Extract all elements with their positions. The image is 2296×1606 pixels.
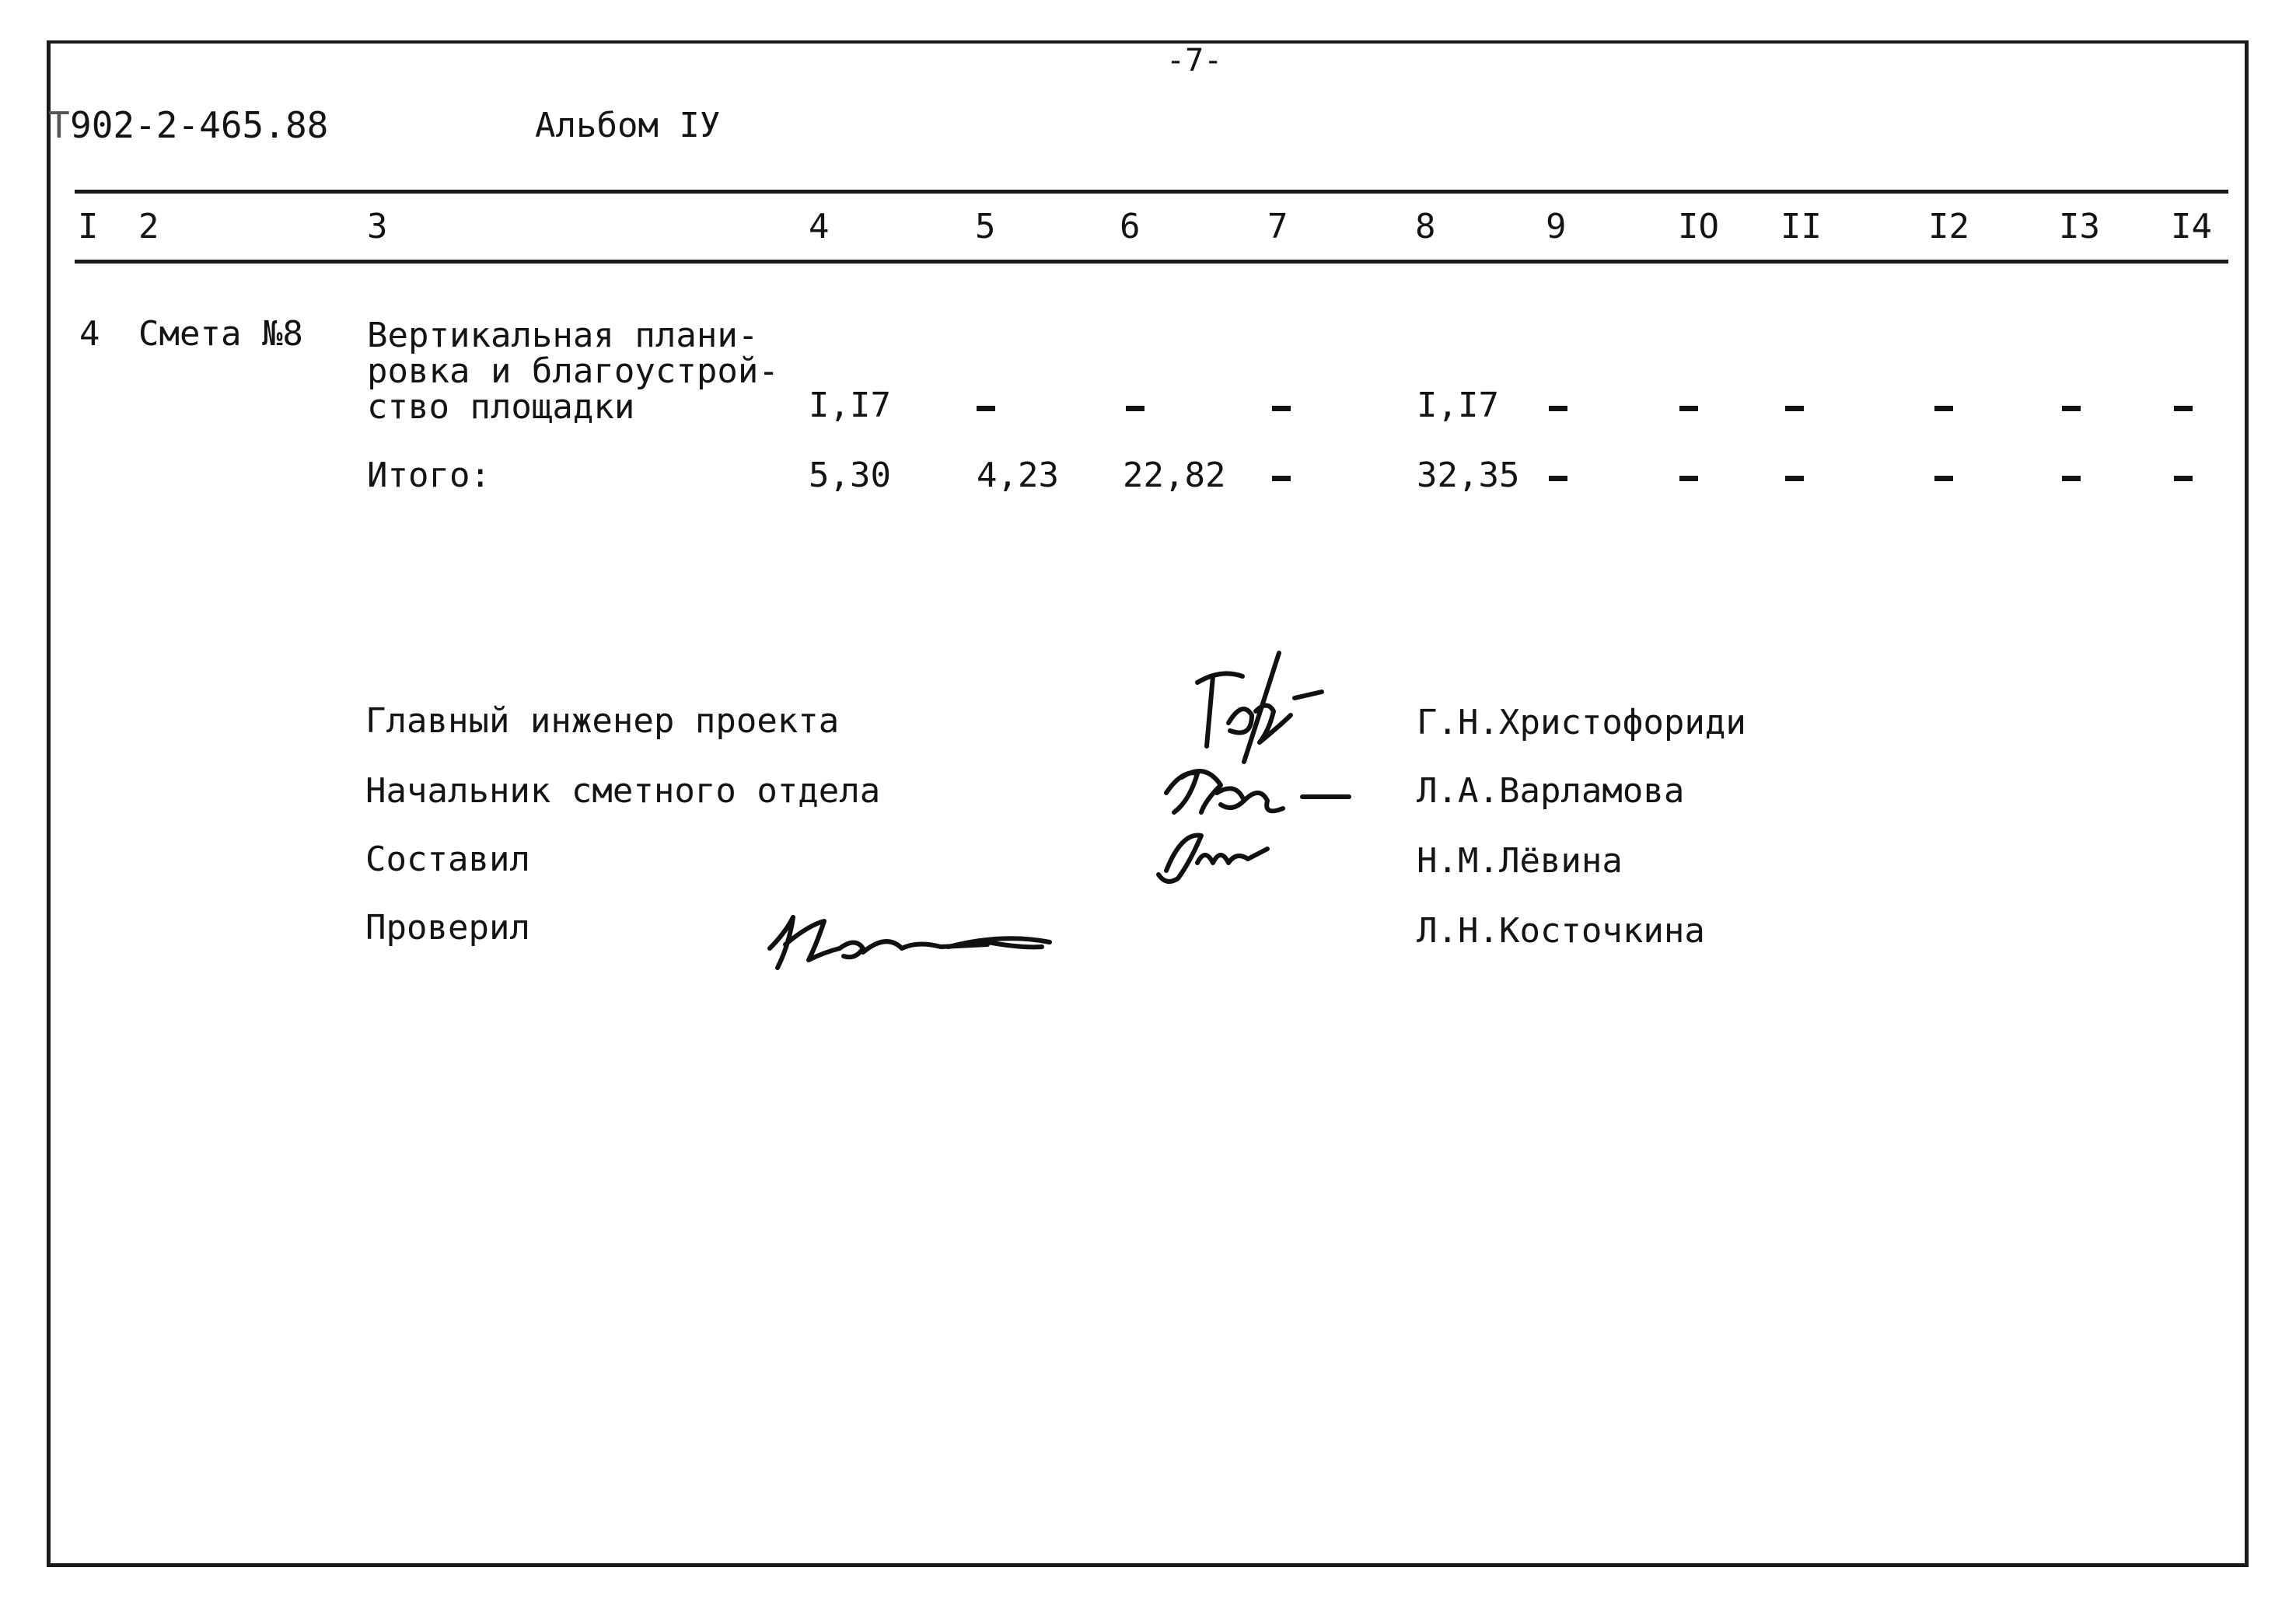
table-top-rule	[75, 190, 2228, 194]
work-description-line: ровка и благоустрой-	[367, 351, 779, 391]
cell-dash	[1934, 406, 1953, 411]
estimate-ref: Смета №8	[138, 314, 303, 354]
column-header: 7	[1267, 207, 1288, 246]
cell-value: 5,30	[809, 456, 891, 495]
signatory-role: Составил	[365, 840, 530, 879]
column-header: I3	[2059, 207, 2100, 246]
cell-value: 22,82	[1123, 456, 1226, 495]
signature-image	[1135, 637, 1368, 894]
signatory-role: Проверил	[365, 908, 530, 948]
work-description-line: Вертикальная плани-	[367, 316, 759, 355]
column-header: 2	[138, 207, 159, 246]
cell-value: 4,23	[977, 456, 1059, 495]
row-number: 4	[79, 314, 100, 354]
cell-dash	[2062, 406, 2081, 411]
cell-dash	[1549, 476, 1567, 481]
cell-dash	[2174, 406, 2193, 411]
signature-image	[754, 909, 1081, 979]
column-header: 5	[975, 207, 996, 246]
work-description-line: ство площадки	[367, 387, 635, 427]
cell-dash	[1272, 406, 1291, 411]
cell-value: I,I7	[1417, 386, 1499, 425]
cell-dash	[977, 406, 995, 411]
signatory-name: Л.Н.Косточкина	[1417, 911, 1705, 951]
column-header: I4	[2171, 207, 2212, 246]
column-header: 4	[809, 207, 830, 246]
column-header: 8	[1415, 207, 1436, 246]
doc-code: 902-2-465.88	[70, 104, 329, 146]
cell-value: I,I7	[809, 386, 891, 425]
signatory-name: Г.Н.Христофориди	[1417, 703, 1746, 742]
signatory-role: Начальник сметного отдела	[365, 771, 881, 811]
signatory-name: Н.М.Лёвина	[1417, 841, 1623, 881]
column-header: 6	[1120, 207, 1141, 246]
cell-dash	[1934, 476, 1953, 481]
column-header: I2	[1928, 207, 1969, 246]
cell-dash	[1785, 406, 1804, 411]
cell-dash	[2174, 476, 2193, 481]
cell-dash	[1679, 406, 1698, 411]
cell-dash	[1272, 476, 1291, 481]
cell-dash	[1549, 406, 1567, 411]
table-header-rule	[75, 260, 2228, 264]
page-number: -7-	[1166, 43, 1223, 79]
doc-code-prefix: Т	[48, 104, 70, 146]
total-label: Итого:	[367, 456, 491, 495]
cell-dash	[1679, 476, 1698, 481]
column-header: 3	[367, 207, 388, 246]
album-label: Альбом IУ	[535, 106, 721, 145]
signatory-name: Л.А.Варламова	[1417, 771, 1685, 811]
cell-dash	[1785, 476, 1804, 481]
column-header: II	[1781, 207, 1822, 246]
cell-dash	[2062, 476, 2081, 481]
cell-dash	[1126, 406, 1145, 411]
column-header: IO	[1678, 207, 1719, 246]
column-header: I	[78, 207, 99, 246]
cell-value: 32,35	[1417, 456, 1520, 495]
column-header: 9	[1546, 207, 1567, 246]
signatory-role: Главный инженер проекта	[365, 701, 840, 741]
